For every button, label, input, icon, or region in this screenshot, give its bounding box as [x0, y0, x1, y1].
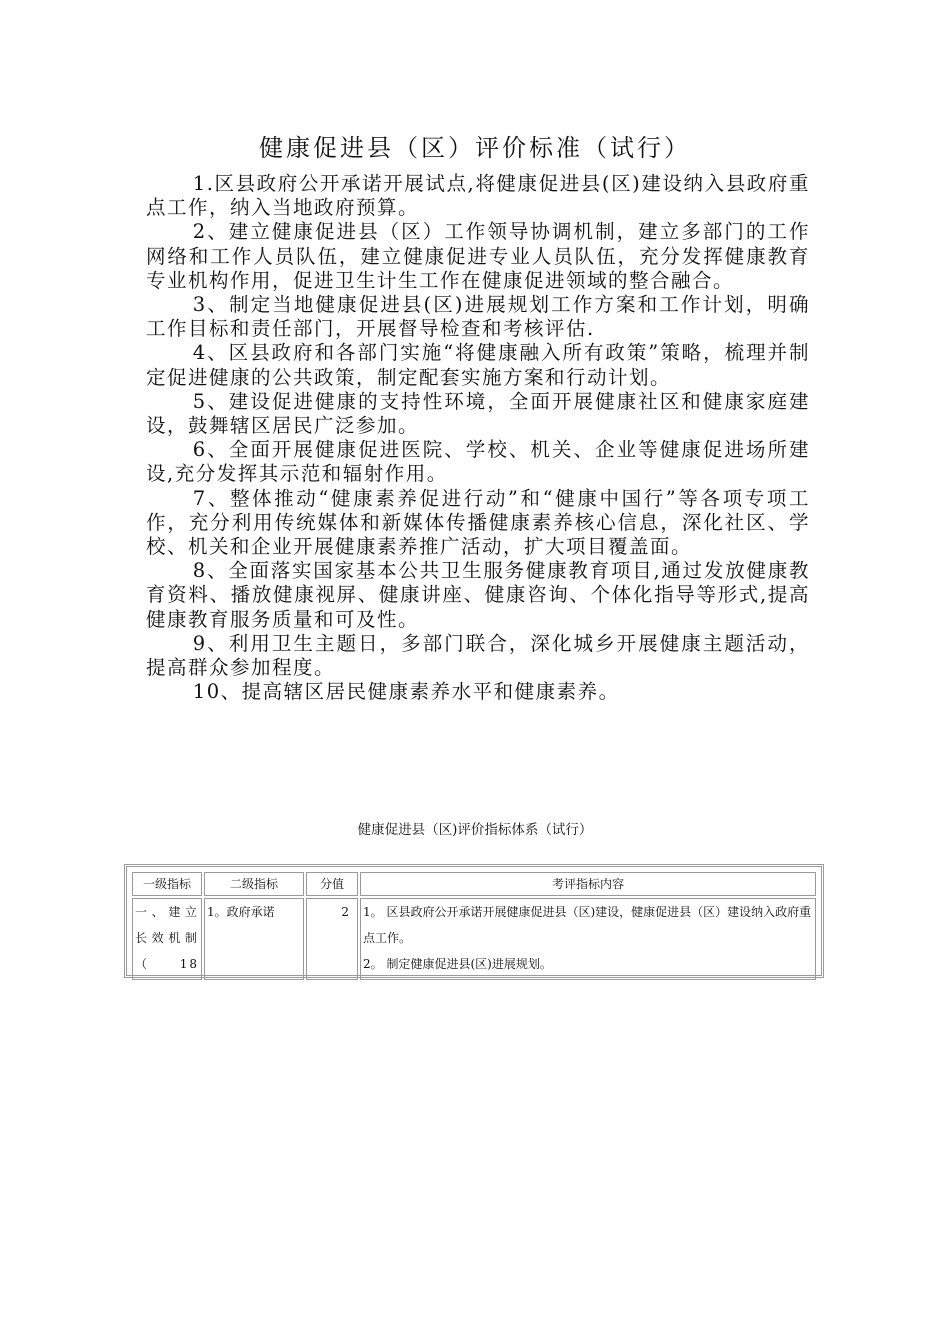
- table-title: 健康促进县（区)评价指标体系（试行）: [357, 822, 593, 838]
- paragraph: 5、建设促进健康的支持性环境，全面开展健康社区和健康家庭建设，鼓舞辖区居民广泛参加。: [146, 389, 810, 438]
- header-content: 考评指标内容: [360, 872, 816, 896]
- paragraph: 10、提高辖区居民健康素养水平和健康素养。: [192, 680, 620, 704]
- content-item: 1。 区县政府公开承诺开展健康促进县（区)建设，健康促进县（区）建设纳入政府重点工作。: [363, 905, 812, 945]
- paragraph: 6、全面开展健康促进医院、学校、机关、企业等健康促进场所建设,充分发挥其示范和辐射作用。: [146, 438, 810, 486]
- cell-score: 2: [306, 898, 358, 980]
- document-body: [146, 172, 810, 704]
- indicator-table-frame: [124, 864, 824, 978]
- paragraph: 3、制定当地健康促进县(区)进展规划工作方案和工作计划，明确工作目标和责任部门，开展督导检查和考核评估.: [146, 293, 810, 341]
- paragraph: 4、区县政府和各部门实施“将健康融入所有政策”策略，梳理并制定促进健康的公共政策，制定配套实施方案和行动计划。: [146, 341, 810, 389]
- paragraph: 8、全面落实国家基本公共卫生服务健康教育项目,通过发放健康教育资料、播放健康视屏、健康讲座、健康咨询、个体化指导等形式,提高健康教育服务质量和可及性。: [146, 559, 810, 631]
- paragraph: 9、利用卫生主题日，多部门联合，深化城乡开展健康主题活动，提高群众参加程度。: [146, 631, 810, 680]
- cell-level1: 一、建立长效机制（18: [132, 898, 202, 980]
- indicator-table: [130, 870, 818, 982]
- cell-content: [360, 898, 816, 980]
- document-title: 健康促进县（区）评价标准（试行）: [259, 134, 691, 162]
- paragraph: 2、建立健康促进县（区）工作领导协调机制，建立多部门的工作网络和工作人员队伍，建立健康促进专业人员队伍，充分发挥健康教育专业机构作用，促进卫生计生工作在健康促进领域的整合融合。: [146, 220, 810, 292]
- header-level2: 二级指标: [204, 872, 304, 896]
- table-row: [132, 898, 816, 980]
- header-level1: 一级指标: [132, 872, 202, 896]
- paragraph: 1.区县政府公开承诺开展试点,将健康促进县(区)建设纳入县政府重点工作，纳入当地政府预算。: [146, 172, 810, 220]
- content-item: 2。 制定健康促进县(区)进展规划。: [363, 957, 552, 971]
- cell-level2: 1。政府承诺: [204, 898, 304, 980]
- paragraph: 7、整体推动“健康素养促进行动”和“健康中国行”等各项专项工作，充分利用传统媒体和新媒体传播健康素养核心信息，深化社区、学校、机关和企业开展健康素养推广活动，扩大项目覆盖面。: [146, 486, 810, 559]
- header-score: 分值: [306, 872, 358, 896]
- table-header-row: [132, 872, 816, 896]
